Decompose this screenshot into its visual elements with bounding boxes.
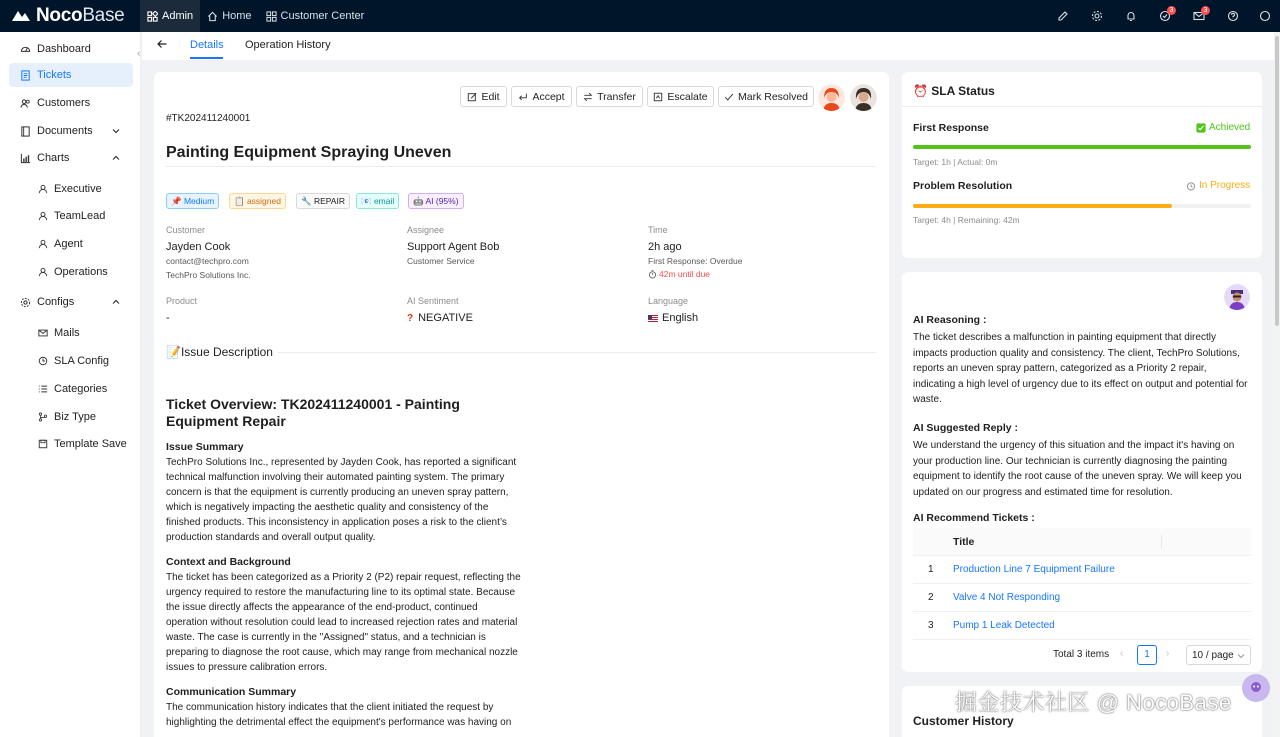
- sidebar-item-label: Executive: [54, 183, 102, 195]
- sidebar-item-label: Documents: [37, 125, 93, 137]
- sentiment-text: NEGATIVE: [418, 312, 473, 324]
- check-square-icon: [1196, 123, 1206, 133]
- priority-tag: 📌 Medium: [166, 193, 219, 209]
- agent-avatar-icon: [850, 84, 877, 111]
- sidebar-item-label: Biz Type: [54, 411, 96, 423]
- ai-reasoning-text: The ticket describes a malfunction in painting equipment that directly impacts production quality and consistency. The client, TechPro Solutions, reports an uneven spray pattern, categorized as a Priority 2 repair, indicating a high level of urgency due to its effect on output and potential for waste.: [913, 332, 1248, 405]
- question-icon: ?: [407, 312, 414, 324]
- topnav-admin[interactable]: [140, 0, 200, 32]
- sidebar-item-biz-type[interactable]: [9, 405, 133, 429]
- sla-title: ⏰ SLA Status: [913, 84, 995, 98]
- arrow-left-icon: [156, 38, 168, 50]
- row-number: 3: [928, 620, 934, 631]
- chevron-up-icon: [112, 154, 120, 162]
- branch-icon: [38, 412, 48, 422]
- file-icon: [20, 70, 31, 81]
- ticket-link[interactable]: Valve 4 Not Responding: [953, 592, 1061, 603]
- overview-title: Ticket Overview: TK202411240001 - Painting Equipment Repair: [166, 396, 460, 429]
- status-tag: 📋 assigned: [229, 193, 286, 209]
- transfer-label: Transfer: [597, 90, 636, 103]
- sidebar-item-label: Mails: [54, 327, 80, 339]
- sidebar-item-label: Configs: [37, 296, 75, 308]
- customer-avatar-icon: [818, 84, 845, 111]
- ticket-link[interactable]: Pump 1 Leak Detected: [953, 620, 1055, 631]
- bar-chart-icon: [20, 153, 31, 164]
- first-response-meta: Target: 1h | Actual: 0m: [913, 157, 998, 167]
- sidebar-item-sla-config[interactable]: [9, 349, 133, 373]
- table-row[interactable]: [913, 556, 1251, 584]
- user-icon: [38, 267, 48, 277]
- dashboard-icon: [20, 44, 31, 55]
- nocobase-logo-icon: [10, 9, 32, 23]
- chevron-up-icon: [112, 298, 120, 306]
- row-number: 1: [928, 564, 934, 575]
- resolution-progress: [913, 204, 1251, 208]
- due-countdown-text: 42m until due: [659, 269, 711, 279]
- sidebar-item-label: Categories: [54, 383, 108, 395]
- language-label: Language: [648, 296, 689, 306]
- back-button[interactable]: [156, 38, 168, 53]
- topnav-customer-center[interactable]: [259, 0, 372, 32]
- sidebar-item-template-save[interactable]: [9, 432, 133, 456]
- divider: [166, 166, 876, 167]
- user-icon: [38, 239, 48, 249]
- sidebar-item-label: SLA Config: [54, 355, 110, 367]
- issue-description-heading: 📝Issue Description: [166, 345, 273, 359]
- title-column-header: Title: [953, 536, 975, 548]
- user-avatar-icon: [1259, 10, 1271, 22]
- sidebar-item-configs[interactable]: [9, 290, 133, 314]
- tab-active-indicator: [190, 57, 223, 59]
- escalate-label: Escalate: [667, 90, 708, 103]
- scrollbar-thumb[interactable]: [1275, 36, 1279, 326]
- mark-resolved-button[interactable]: [718, 86, 814, 107]
- divider: [278, 352, 876, 353]
- resolution-status-text: In Progress: [1199, 180, 1251, 191]
- section-heading: Communication Summary: [166, 686, 297, 698]
- section-heading: Context and Background: [166, 556, 291, 568]
- ai-avatar: [1224, 284, 1250, 310]
- save-icon: [38, 439, 48, 449]
- mark-resolved-label: Mark Resolved: [737, 90, 809, 103]
- sidebar-item-executive[interactable]: [9, 177, 133, 201]
- sidebar-item-label: Operations: [54, 266, 108, 278]
- topnav-customer-center-label: Customer Center: [280, 10, 365, 22]
- accept-label: Accept: [532, 90, 565, 103]
- setting-icon: [20, 297, 31, 308]
- ai-recommend-label: AI Recommend Tickets :: [913, 512, 1035, 524]
- sidebar-item-operations[interactable]: [9, 260, 133, 284]
- assignee-label: Assignee: [407, 225, 445, 235]
- section-text: TechPro Solutions Inc., represented by Jayden Cook, has reported a significant technical malfunction involving their automated painting system. The primary concern is that the equipment is currently producing an uneven spray pattern, which is negatively impacting the aesthetic quality and consistency of the finished products. This inconsistency in application poses a risk to the client’s production standards and overall output quality.: [166, 457, 517, 543]
- topnav-home[interactable]: [200, 0, 258, 32]
- edit-icon: [467, 92, 477, 102]
- product-label: Product: [166, 296, 198, 306]
- language-text: English: [662, 312, 699, 324]
- time-label: Time: [648, 225, 668, 235]
- apps-icon: [147, 11, 158, 22]
- sidebar-item-customers[interactable]: [9, 91, 133, 115]
- section-heading: Issue Summary: [166, 441, 244, 453]
- sidebar-item-teamlead[interactable]: [9, 204, 133, 228]
- resolution-meta: Target: 4h | Remaining: 42m: [913, 215, 1020, 225]
- edit-button[interactable]: [460, 86, 507, 107]
- ui-editor-icon: [1057, 10, 1069, 22]
- top-icons: [1046, 0, 1280, 32]
- plugin-settings-button[interactable]: [1080, 0, 1114, 32]
- chevron-down-icon: [1237, 652, 1245, 660]
- agent-avatar[interactable]: [850, 84, 877, 111]
- sidebar-item-dashboard[interactable]: [9, 37, 133, 61]
- sidebar: [0, 32, 141, 737]
- message-badge: 3: [1201, 6, 1210, 15]
- book-icon: [20, 126, 31, 137]
- customer-name: Jayden Cook: [166, 241, 231, 253]
- grid-icon: [266, 11, 277, 22]
- page-size-value: 10 / page: [1192, 649, 1234, 661]
- next-page-button[interactable]: ›: [1166, 648, 1170, 659]
- product-value: -: [166, 312, 170, 324]
- ai-confidence-tag: 🤖 AI (95%): [408, 193, 464, 209]
- topnav-home-label: Home: [222, 10, 252, 22]
- first-response-status-text: Achieved: [1209, 122, 1251, 133]
- ai-suggested-reply-text: We understand the urgency of this situation and the impact it's having on your production line. Our technician is currently diagnosing the painting equipment to identify the root cause of the uneven spray. We will keep you updated on our progress and estimated time for resolution.: [913, 440, 1242, 498]
- user-icon: [38, 211, 48, 221]
- sidebar-item-label: Customers: [37, 97, 91, 109]
- user-icon: [38, 184, 48, 194]
- first-response-status: [1196, 122, 1250, 133]
- ai-bot-avatar-icon: [1224, 284, 1250, 310]
- section-text: The ticket has been categorized as a Priority 2 (P2) repair request, reflecting the urgency required to restore the manufacturing line to its optimal state. Because the issue directly affects the appearance of the end-product, continued operation without resolution could lead to increased rejection rates and material waste. The case is currently in the "Assigned" status, and a technician is preparing to diagnose the root cause, which may range from mechanical nozzle issues to pressure calibration errors.: [166, 572, 521, 673]
- us-flag-icon: [648, 315, 658, 322]
- row-number: 2: [928, 592, 934, 603]
- workflow-todo-button[interactable]: [1148, 0, 1182, 32]
- sidebar-item-agent[interactable]: [9, 232, 133, 256]
- resolution-status: [1186, 180, 1250, 191]
- topnav-admin-label: Admin: [162, 10, 194, 22]
- customer-history-title: Customer History: [913, 714, 1014, 728]
- sidebar-item-categories[interactable]: [9, 377, 133, 401]
- resolution-label: Problem Resolution: [913, 180, 1013, 192]
- notification-bell-icon: [1125, 10, 1137, 22]
- help-button[interactable]: [1216, 0, 1250, 32]
- home-icon: [207, 11, 218, 22]
- page-1-button[interactable]: 1: [1137, 645, 1157, 665]
- clock-icon: [38, 356, 48, 366]
- ticket-link[interactable]: Production Line 7 Equipment Failure: [953, 564, 1115, 575]
- page-scrollbar[interactable]: [1274, 32, 1280, 737]
- table-row[interactable]: [913, 584, 1251, 612]
- check-icon: [724, 92, 734, 102]
- language-value: [648, 312, 698, 324]
- accept-button[interactable]: [511, 86, 572, 107]
- top-nav: [140, 0, 371, 32]
- first-response-progress-fill: [913, 145, 1251, 149]
- enter-icon: [518, 92, 528, 102]
- assignee-team: Customer Service: [407, 256, 475, 266]
- transfer-button[interactable]: [576, 86, 643, 107]
- watermark: 掘金技术社区 @ NocoBase: [955, 690, 1232, 715]
- stopwatch-icon: [648, 270, 657, 279]
- ui-editor-button[interactable]: [1046, 0, 1080, 32]
- message-button[interactable]: [1182, 0, 1216, 32]
- sidebar-item-label: Agent: [54, 238, 83, 250]
- customer-avatar[interactable]: [818, 84, 845, 111]
- page-size-select[interactable]: [1186, 645, 1251, 665]
- swap-icon: [583, 92, 593, 102]
- ticket-title: Painting Equipment Spraying Uneven: [166, 144, 452, 161]
- sentiment-value: [407, 312, 473, 324]
- stopwatch-icon: [1186, 181, 1196, 191]
- notification-button[interactable]: [1114, 0, 1148, 32]
- brand-logo[interactable]: [0, 0, 140, 32]
- sidebar-item-mails[interactable]: [9, 321, 133, 345]
- sidebar-item-label: Tickets: [37, 69, 72, 81]
- issue-description-body: [166, 396, 522, 737]
- column-divider: [1161, 535, 1162, 549]
- first-response-progress: [913, 145, 1251, 149]
- prev-page-button[interactable]: ‹: [1120, 648, 1124, 659]
- sidebar-collapse-toggle[interactable]: ‹: [137, 48, 141, 59]
- escalate-icon: [653, 92, 663, 102]
- sentiment-label: AI Sentiment: [407, 296, 459, 306]
- channel-tag: 📧 email: [356, 193, 399, 209]
- sidebar-item-charts[interactable]: [9, 146, 133, 170]
- ai-assistant-button[interactable]: [1242, 674, 1270, 702]
- sidebar-item-documents[interactable]: [9, 119, 133, 143]
- customer-label: Customer: [166, 225, 206, 235]
- first-response-label: First Response: [913, 122, 989, 134]
- user-menu-button[interactable]: [1250, 0, 1280, 32]
- edit-label: Edit: [481, 90, 500, 103]
- first-response-status: First Response: Overdue: [648, 256, 743, 266]
- ai-suggested-reply-label: AI Suggested Reply :: [913, 422, 1019, 434]
- escalate-button[interactable]: [647, 86, 714, 107]
- list-icon: [38, 384, 48, 394]
- tab-operation-history[interactable]: Operation History: [245, 39, 331, 51]
- sidebar-item-tickets[interactable]: [9, 63, 133, 87]
- chevron-down-icon: [112, 127, 120, 135]
- help-icon: [1227, 10, 1239, 22]
- category-tag: 🔧 REPAIR: [296, 193, 350, 209]
- section-text: The communication history indicates that the client initiated the request by highlighting the detrimental effect the equipment's performance was having on: [166, 702, 512, 728]
- divider: [902, 106, 1262, 107]
- top-bar: [0, 0, 1280, 32]
- customer-email: contact@techpro.com: [166, 256, 249, 266]
- time-value: 2h ago: [648, 241, 682, 253]
- ai-reasoning-label: AI Reasoning :: [913, 314, 987, 326]
- brand-name-bold: Noco: [36, 5, 83, 26]
- sidebar-item-label: Charts: [37, 152, 70, 164]
- sidebar-item-label: Template Save: [54, 438, 127, 450]
- ticket-number: #TK202411240001: [166, 113, 251, 124]
- due-countdown: [648, 269, 710, 279]
- recommend-table-header: [913, 528, 1251, 556]
- customer-company: TechPro Solutions Inc.: [166, 270, 251, 280]
- sidebar-item-label: TeamLead: [54, 210, 106, 222]
- brand-name-light: Base: [82, 5, 125, 26]
- team-icon: [20, 98, 31, 109]
- plugin-settings-icon: [1091, 10, 1103, 22]
- table-row[interactable]: [913, 612, 1251, 640]
- mail-icon: [38, 328, 48, 338]
- sidebar-item-label: Dashboard: [37, 43, 91, 55]
- tab-details[interactable]: Details: [190, 39, 224, 51]
- ai-assistant-icon: [1242, 674, 1270, 702]
- resolution-progress-fill: [913, 204, 1172, 208]
- pagination-total: Total 3 items: [1053, 649, 1110, 660]
- assignee-name: Support Agent Bob: [407, 241, 500, 253]
- workflow-todo-badge: 3: [1167, 6, 1176, 15]
